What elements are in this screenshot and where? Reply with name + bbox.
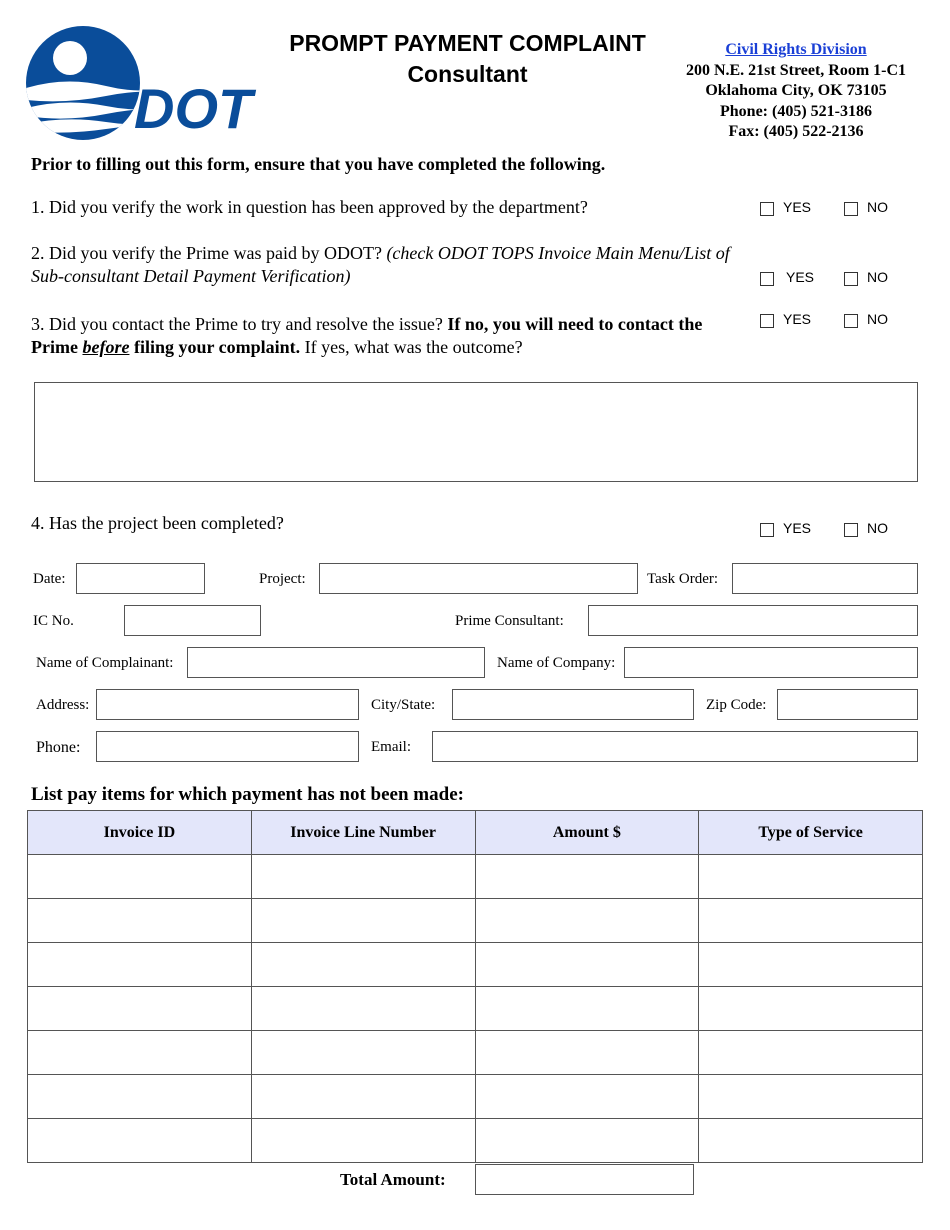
project-field[interactable] [319, 563, 638, 594]
table-row [28, 899, 923, 943]
date-field[interactable] [76, 563, 205, 594]
table-cell[interactable] [475, 1119, 699, 1163]
table-row [28, 987, 923, 1031]
q1-no-checkbox[interactable] [844, 202, 858, 216]
q3-no-checkbox[interactable] [844, 314, 858, 328]
complainant-label: Name of Complainant: [36, 655, 174, 671]
contact-block [666, 40, 926, 143]
svg-text:DOT: DOT [134, 77, 253, 140]
table-cell[interactable] [699, 1075, 923, 1119]
column-amount: Amount $ [475, 811, 699, 855]
odot-logo [26, 26, 268, 142]
table-cell[interactable] [475, 987, 699, 1031]
question-1: 1. Did you verify the work in question has been approved by the department? [31, 197, 588, 217]
address-label: Address: [36, 697, 90, 713]
table-cell[interactable] [28, 1031, 252, 1075]
date-label: Date: [33, 571, 66, 587]
column-invoice-line-number: Invoice Line Number [251, 811, 475, 855]
table-cell[interactable] [251, 1031, 475, 1075]
table-cell[interactable] [475, 1031, 699, 1075]
table-cell[interactable] [699, 855, 923, 899]
table-cell[interactable] [699, 943, 923, 987]
table-cell[interactable] [251, 1119, 475, 1163]
q3-yes-label: YES [783, 311, 812, 327]
address-line-2: Oklahoma City, OK 73105 [705, 82, 887, 99]
civil-rights-division-link[interactable]: Civil Rights Division [725, 41, 867, 58]
table-cell[interactable] [251, 899, 475, 943]
question-4: 4. Has the project been completed? [31, 513, 284, 533]
table-cell[interactable] [251, 855, 475, 899]
table-row [28, 1075, 923, 1119]
q4-yes-label: YES [783, 520, 812, 536]
column-invoice-id: Invoice ID [28, 811, 252, 855]
q2-yes-label: YES [786, 269, 815, 285]
contact-phone: Phone: (405) 521-3186 [720, 102, 872, 120]
table-cell[interactable] [699, 987, 923, 1031]
total-amount-label: Total Amount: [340, 1170, 446, 1189]
table-cell[interactable] [251, 987, 475, 1031]
form-title: PROMPT PAYMENT COMPLAINT [289, 30, 646, 56]
phone-label: Phone: [36, 739, 81, 756]
table-cell[interactable] [28, 987, 252, 1031]
q1-no-label: NO [867, 199, 888, 215]
address-field[interactable] [96, 689, 359, 720]
company-field[interactable] [624, 647, 918, 678]
email-field[interactable] [432, 731, 918, 762]
phone-field[interactable] [96, 731, 359, 762]
zip-code-field[interactable] [777, 689, 918, 720]
ic-no-field[interactable] [124, 605, 261, 636]
table-cell[interactable] [28, 899, 252, 943]
contact-fax: Fax: (405) 522-2136 [728, 123, 864, 140]
pay-items-table [27, 810, 923, 1163]
table-cell[interactable] [475, 1075, 699, 1119]
prime-consultant-field[interactable] [588, 605, 918, 636]
form-subtitle: Consultant [407, 61, 528, 87]
zip-code-label: Zip Code: [706, 697, 767, 713]
q2-note: (check ODOT TOPS Invoice Main Menu/List of Sub-consultant Detail Payment Verification) [31, 243, 730, 286]
table-cell[interactable] [475, 943, 699, 987]
table-cell[interactable] [28, 855, 252, 899]
table-cell[interactable] [251, 1075, 475, 1119]
company-label: Name of Company: [497, 655, 616, 671]
address-line-1: 200 N.E. 21st Street, Room 1-C1 [685, 61, 907, 79]
city-state-label: City/State: [371, 697, 436, 713]
city-state-field[interactable] [452, 689, 694, 720]
table-row [28, 1119, 923, 1163]
table-cell[interactable] [475, 855, 699, 899]
q3-yes-checkbox[interactable] [760, 314, 774, 328]
q2-yes-checkbox[interactable] [760, 272, 774, 286]
outcome-textarea[interactable] [34, 382, 918, 482]
table-cell[interactable] [28, 1119, 252, 1163]
instructions: Prior to filling out this form, ensure that you have completed the following. [31, 154, 606, 174]
table-row [28, 1031, 923, 1075]
column-type-of-service: Type of Service [699, 811, 923, 855]
pay-items-heading: List pay items for which payment has not been made: [31, 784, 464, 805]
q2-no-checkbox[interactable] [844, 272, 858, 286]
q1-yes-checkbox[interactable] [760, 202, 774, 216]
table-row [28, 855, 923, 899]
project-label: Project: [259, 571, 306, 587]
q2-no-label: NO [867, 269, 888, 285]
task-order-field[interactable] [732, 563, 918, 594]
email-label: Email: [371, 739, 411, 755]
task-order-label: Task Order: [647, 571, 719, 587]
question-3: 3. Did you contact the Prime to try and resolve the issue? If no, you will need to contact the Prime before filing your complaint. If yes, what was the outcome? [31, 314, 703, 357]
table-cell[interactable] [28, 1075, 252, 1119]
table-cell[interactable] [251, 943, 475, 987]
q4-no-checkbox[interactable] [844, 523, 858, 537]
table-cell[interactable] [475, 899, 699, 943]
q4-yes-checkbox[interactable] [760, 523, 774, 537]
question-2 [31, 242, 731, 288]
q3-no-label: NO [867, 311, 888, 327]
prime-consultant-label: Prime Consultant: [455, 613, 564, 629]
q4-no-label: NO [867, 520, 888, 536]
table-row [28, 943, 923, 987]
table-cell[interactable] [699, 899, 923, 943]
table-cell[interactable] [699, 1119, 923, 1163]
complainant-field[interactable] [187, 647, 485, 678]
table-header-row [28, 811, 923, 855]
ic-no-label: IC No. [33, 613, 74, 629]
total-amount-field[interactable] [475, 1164, 694, 1195]
q2-text: 2. Did you verify the Prime was paid by ODOT? [31, 243, 387, 263]
table-cell[interactable] [699, 1031, 923, 1075]
table-cell[interactable] [28, 943, 252, 987]
q1-yes-label: YES [783, 199, 812, 215]
